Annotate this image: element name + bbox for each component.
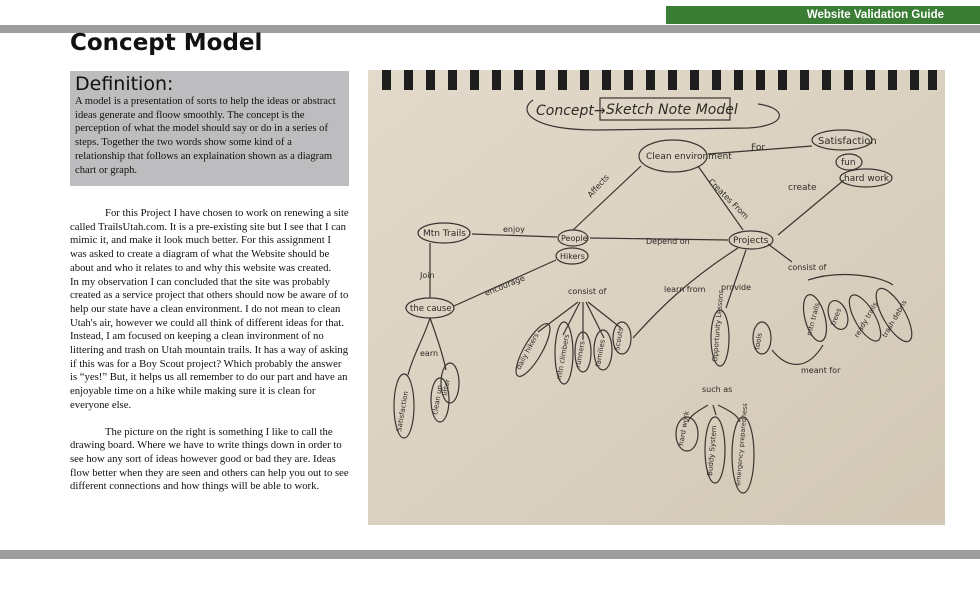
- node-families-label: families: [594, 338, 607, 368]
- paragraph-observation: In my observation I can concluded that the site was probably created as a service project that others should now be aware of to help our state have a clean environment. I do not mean to clean Utah's air, however we could all think of different ideas for that. Instead, I am focused on keeping a clean invironment of no littering and trash on Utah mountain trails. It has a way of asking if this was for a Boy Scout project? Which probably the answer is “yes!” But, it helps us all remember to do our part and have an enjoyable time on a hike while making sure it is clean for everyone else.: [70, 275, 349, 411]
- node-clean-up-label: clean up: [431, 384, 445, 416]
- node-hard-work-label: hard work: [844, 174, 890, 184]
- link-for-label: For: [751, 143, 766, 153]
- body-text: [70, 207, 350, 494]
- link-enjoy-label: enjoy: [503, 225, 525, 234]
- sketch-photo: [368, 70, 945, 525]
- paragraph-drawing-board: The picture on the right is something I like to call the drawing board. Where we have to write things down in order to see how any sort of ideas however good or bad they are. Ideas flow better when they are seen and others can help you out to see different connections and how things will be able to work.: [70, 425, 349, 493]
- node-litter-label: litter: [441, 378, 452, 397]
- node-satisfaction-2-label: Satisfaction: [395, 390, 411, 433]
- node-trash-debris-label: trash debris: [880, 298, 909, 339]
- page-title: Concept Model: [70, 30, 263, 56]
- link-affects-label: Affects: [585, 172, 611, 200]
- definition-heading: Definition:: [75, 73, 174, 95]
- link-consist-of2-label: consist of: [788, 263, 827, 272]
- concept-sketch: [368, 70, 945, 525]
- link-such-as-label: such as: [702, 385, 733, 394]
- node-people-label: People: [561, 234, 588, 243]
- link-creates-from-label: Creates From: [706, 177, 751, 221]
- definition-box: [70, 71, 349, 186]
- link-meant-for-label: meant for: [801, 366, 841, 375]
- node-clean-env-label: Clean environment: [646, 152, 732, 162]
- sketch-title-left: Concept→: [536, 103, 606, 119]
- paragraph-gap: [70, 413, 350, 426]
- sketch-title-right: Sketch Note Model: [606, 102, 738, 118]
- node-buddy-system-label: Buddy System: [706, 425, 719, 477]
- node-opportunity-label: Opportunity Lessons: [711, 289, 726, 363]
- link-join-label: Join: [420, 271, 435, 280]
- link-depend-on-label: Depend on: [646, 237, 690, 246]
- node-mtn-climbers-label: mtn climbers: [555, 333, 571, 381]
- node-trees-label: trees: [829, 307, 843, 327]
- link-encourage-label: encourage: [483, 273, 527, 298]
- node-mtn-trails-2-label: mtn trails: [805, 301, 822, 337]
- paragraph-intro: For this Project I have chosen to work on renewing a site called TrailsUtah.com. It is a pre-existing site but I see that I can mimic it, and make it look much better. For this assignment I was asked to create a diagram of what the Website should be about and who it relates to and why this website was created.: [70, 207, 349, 274]
- node-emergency-label: emergency preparedness: [734, 402, 750, 487]
- guide-banner: Website Validation Guide: [666, 6, 980, 24]
- node-tools-label: tools: [753, 332, 764, 351]
- node-hard-work-2-label: hard work: [677, 410, 692, 447]
- node-fun-label: fun: [841, 158, 856, 168]
- node-ready-trails-label: ready trails: [852, 300, 880, 339]
- node-scouts-label: Scouts: [613, 326, 626, 352]
- node-daily-hikers-label: daily hikers: [514, 331, 541, 371]
- link-create-label: create: [788, 183, 817, 193]
- node-mtn-trails-label: Mtn Trails: [423, 229, 466, 239]
- definition-text: A model is a presentation of sorts to help the ideas or abstract ideas generate and floow smoothly. The concept is the perception of what the model should say or do in a series of steps. Together the two words show some kind of a relationship that follows an explaination shown as a diagram chart or graph.: [75, 96, 336, 176]
- link-earn-label: earn: [420, 349, 439, 358]
- link-consist-of-label: consist of: [568, 287, 607, 296]
- bottom-rule: [0, 550, 980, 559]
- link-learn-from-label: learn from: [664, 285, 706, 294]
- node-runners-label: runners: [574, 340, 587, 369]
- node-hikers-label: Hikers: [560, 252, 585, 261]
- node-the-cause-label: the cause: [410, 304, 452, 314]
- link-provide-label: provide: [721, 283, 752, 292]
- node-projects-label: Projects: [733, 236, 769, 246]
- node-satisfaction-label: Satisfaction: [818, 136, 877, 147]
